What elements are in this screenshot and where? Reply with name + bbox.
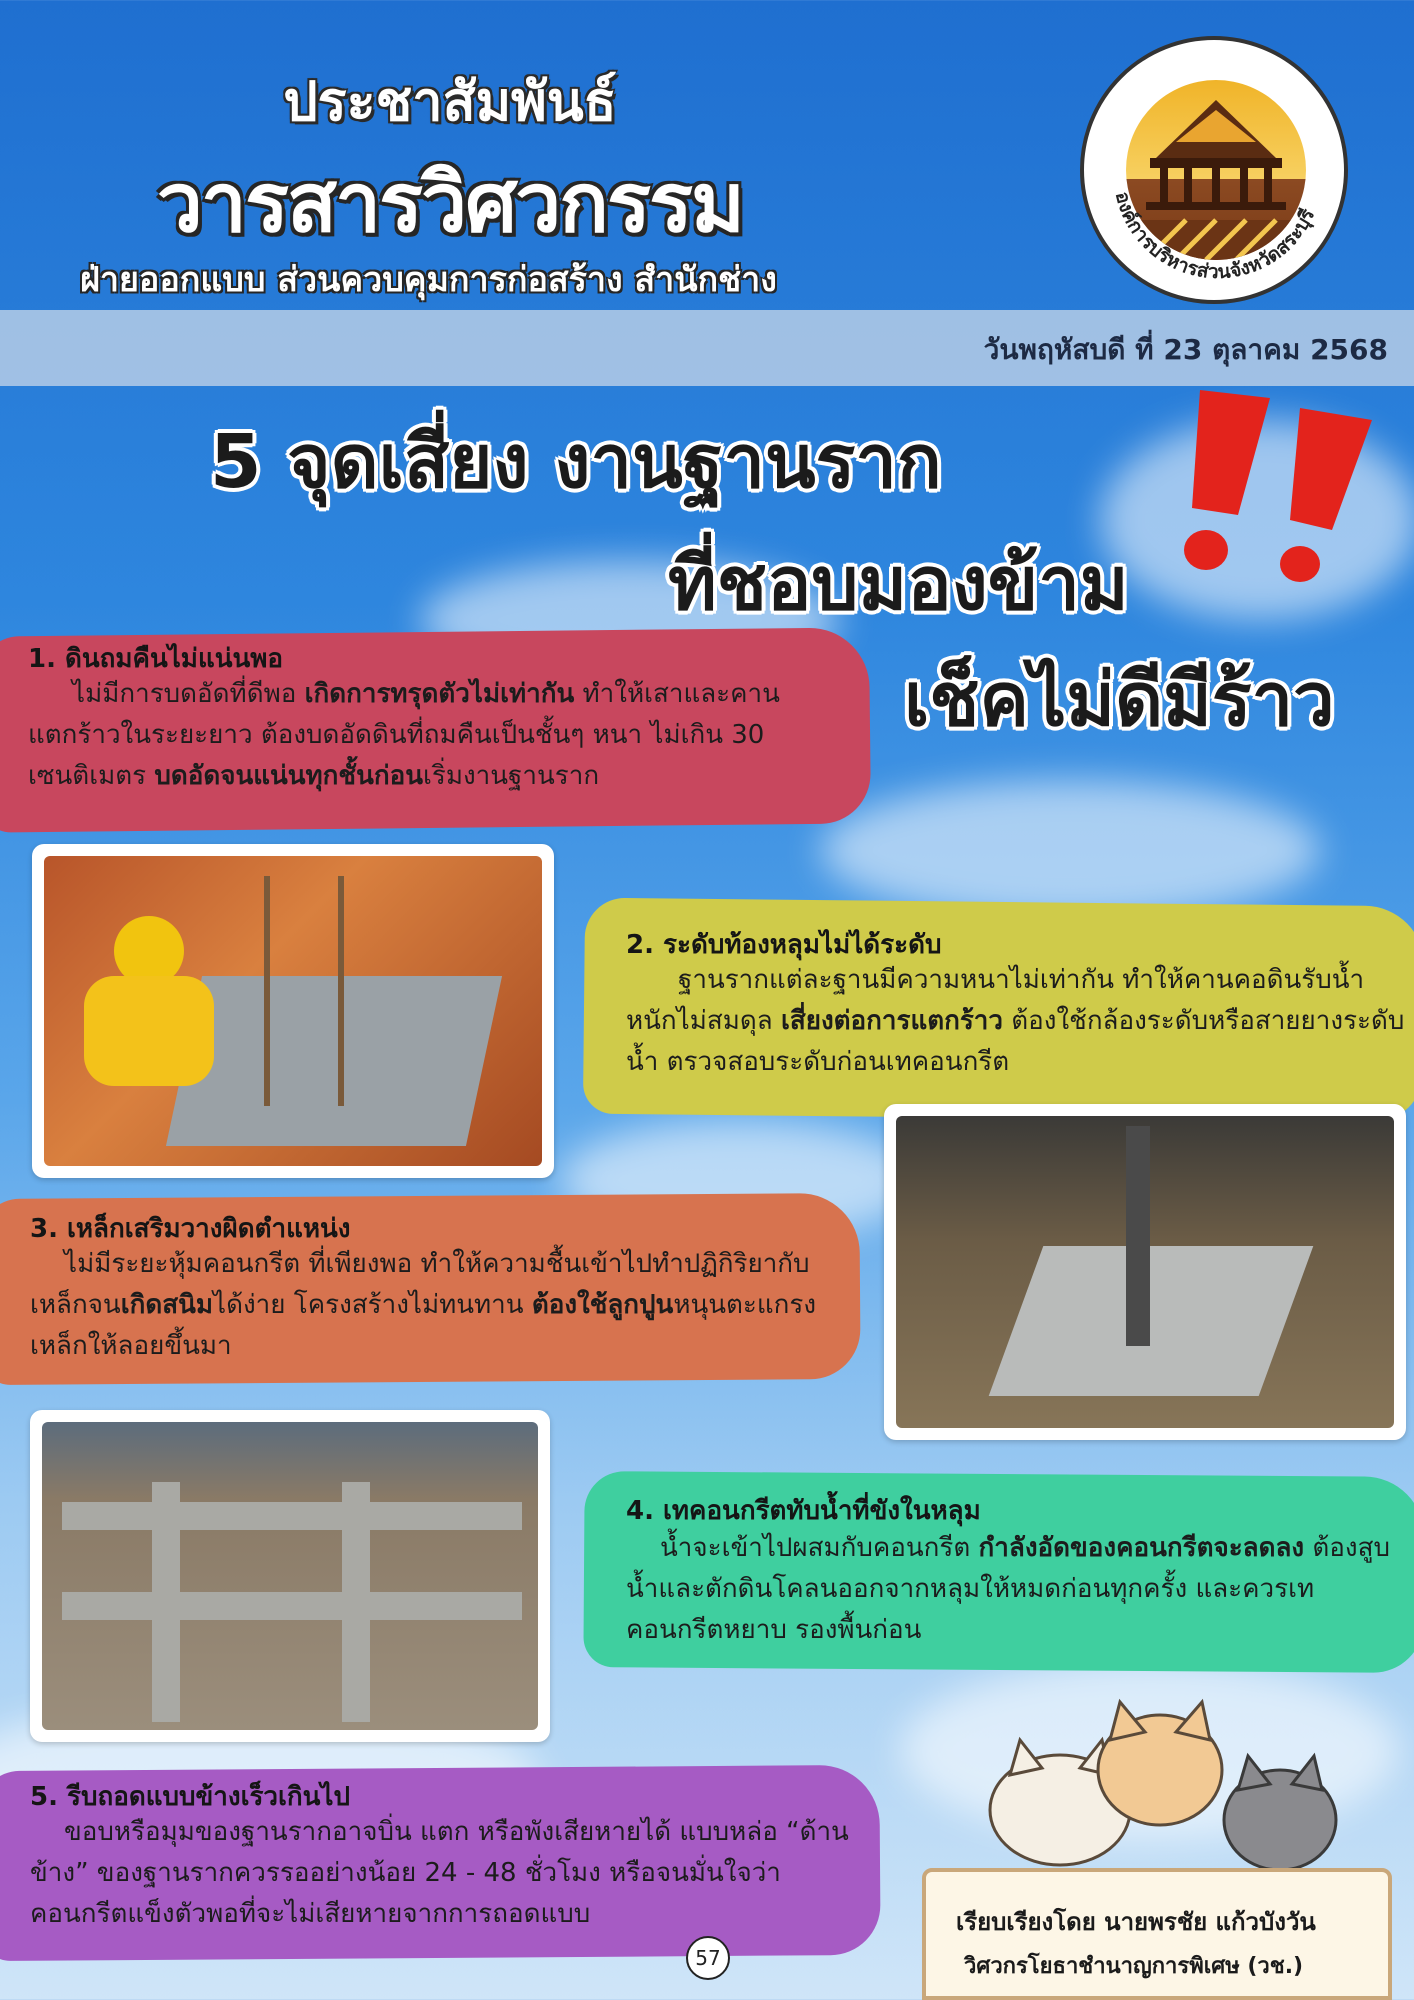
section-3-heading: 3. เหล็กเสริมวางผิดตำแหน่ง [30,1214,351,1244]
section-3-text: ไม่มีระยะหุ้มคอนกรีต ที่เพียงพอ ทำให้ความชื้นเข้าไปทำปฏิกิริยากับเหล็กจน [30,1249,810,1320]
page-number: 57 [686,1936,730,1980]
section-3-text: หนุนตะแกรงเหล็กให้ลอยขึ้นมา [30,1290,817,1361]
section-1-emphasis: บดอัดจนแน่นทุกชั้นก่อน [154,761,423,791]
section-5-heading: 5. รีบถอดแบบข้างเร็วเกินไป [30,1782,350,1812]
issue-date: วันพฤหัสบดี ที่ 23 ตุลาคม 2568 [983,333,1388,366]
section-1-heading: 1. ดินถมคืนไม่แน่นพอ [28,644,283,674]
logo-ring-label: องค์การบริหารส่วนจังหวัดสระบุรี [1110,189,1320,284]
main-title-line-2: ที่ชอบมองข้าม [668,541,1129,627]
cats-illustration [980,1680,1360,1880]
section-2-text: ฐานรากแต่ละฐานมีความหนาไม่เท่ากัน ทำให้คานคอดินรับน้ำหนักไม่สมดุล [626,965,1365,1036]
main-title-line-1: 5 จุดเสี่ยง งานฐานราก [210,419,942,505]
section-1-text: เริ่มงานฐานราก [422,761,600,791]
svg-text:องค์การบริหารส่วนจังหวัดสระบุร [1111,189,1320,283]
section-5-text: ขอบหรือมุมของฐานรากอาจบิ่น แตก หรือพังเสียหายได้ แบบหล่อ “ด้านข้าง” ของฐานรากควรรออย่างน้อย 24 - 48 ชั่วโมง หรือจนมั่นใจว่าคอนกรีตแข็งตัวพอที่จะไม่เสียหายจากการถอดแบบ [30,1817,849,1929]
main-title-line-3: เช็คไม่ดีมีร้าว [904,657,1335,743]
section-5-body [30,1812,850,1935]
section-3-emphasis: ต้องใช้ลูกปูน [531,1290,674,1320]
section-2-text: ต้องใช้กล้องระดับหรือสายยางระดับน้ำ ตรวจสอบระดับก่อนเทคอนกรีต [626,1006,1405,1077]
section-4-emphasis: กำลังอัดของคอนกรีตจะลดลง [978,1533,1305,1563]
section-1-text: ทำให้เสาและคานแตกร้าวในระยะยาว ต้องบดอัดดินที่ถมคืนเป็นชั้นๆ หนา ไม่เกิน 30 เซนติเมตร [28,679,780,791]
section-2-body [626,960,1406,1083]
logo-ring-text [1084,40,1352,308]
double-exclamation-icon [1160,380,1380,590]
section-4-heading: 4. เทคอนกรีตทับน้ำที่ขังในหลุม [626,1496,981,1526]
section-4-text: น้ำจะเข้าไปผสมกับคอนกรีต [660,1533,979,1563]
credit-author: เรียบเรียงโดย นายพรชัย แก้วบังวัน [956,1908,1316,1936]
credit-position: วิศวกรโยธาชำนาญการพิเศษ (วช.) [964,1954,1304,1979]
photo-worker-footing [32,844,554,1178]
date-strip [0,310,1414,386]
section-1-text: ไม่มีการบดอัดที่ดีพอ [72,679,305,709]
magazine-title: วารสารวิศวกรรม [156,156,744,251]
cloud-decoration [820,780,1320,920]
section-3-text: ได้ง่าย โครงสร้างไม่ทนทาน [213,1290,532,1320]
section-4-text: ต้องสูบน้ำและตักดินโคลนออกจากหลุมให้หมดก่อนทุกครั้ง และควรเทคอนกรีตหยาบ รองพื้นก่อน [626,1533,1390,1645]
credit-box [922,1868,1392,2000]
section-2-heading: 2. ระดับท้องหลุมไม่ได้ระดับ [626,930,942,960]
section-2-emphasis: เสี่ยงต่อการแตกร้าว [780,1006,1004,1036]
section-1-emphasis: เกิดการทรุดตัวไม่เท่ากัน [304,679,575,709]
section-4-body [626,1528,1398,1651]
photo-footing-pit [884,1104,1406,1440]
section-1-body [28,674,828,797]
department-label: ฝ่ายออกแบบ ส่วนควบคุมการก่อสร้าง สำนักช่าง [80,260,777,300]
section-3-emphasis: เกิดสนิม [120,1290,214,1320]
org-logo [1080,36,1348,304]
photo-foundation-grid [30,1410,550,1742]
section-3-body [30,1244,830,1367]
pr-label: ประชาสัมพันธ์ [283,70,617,133]
